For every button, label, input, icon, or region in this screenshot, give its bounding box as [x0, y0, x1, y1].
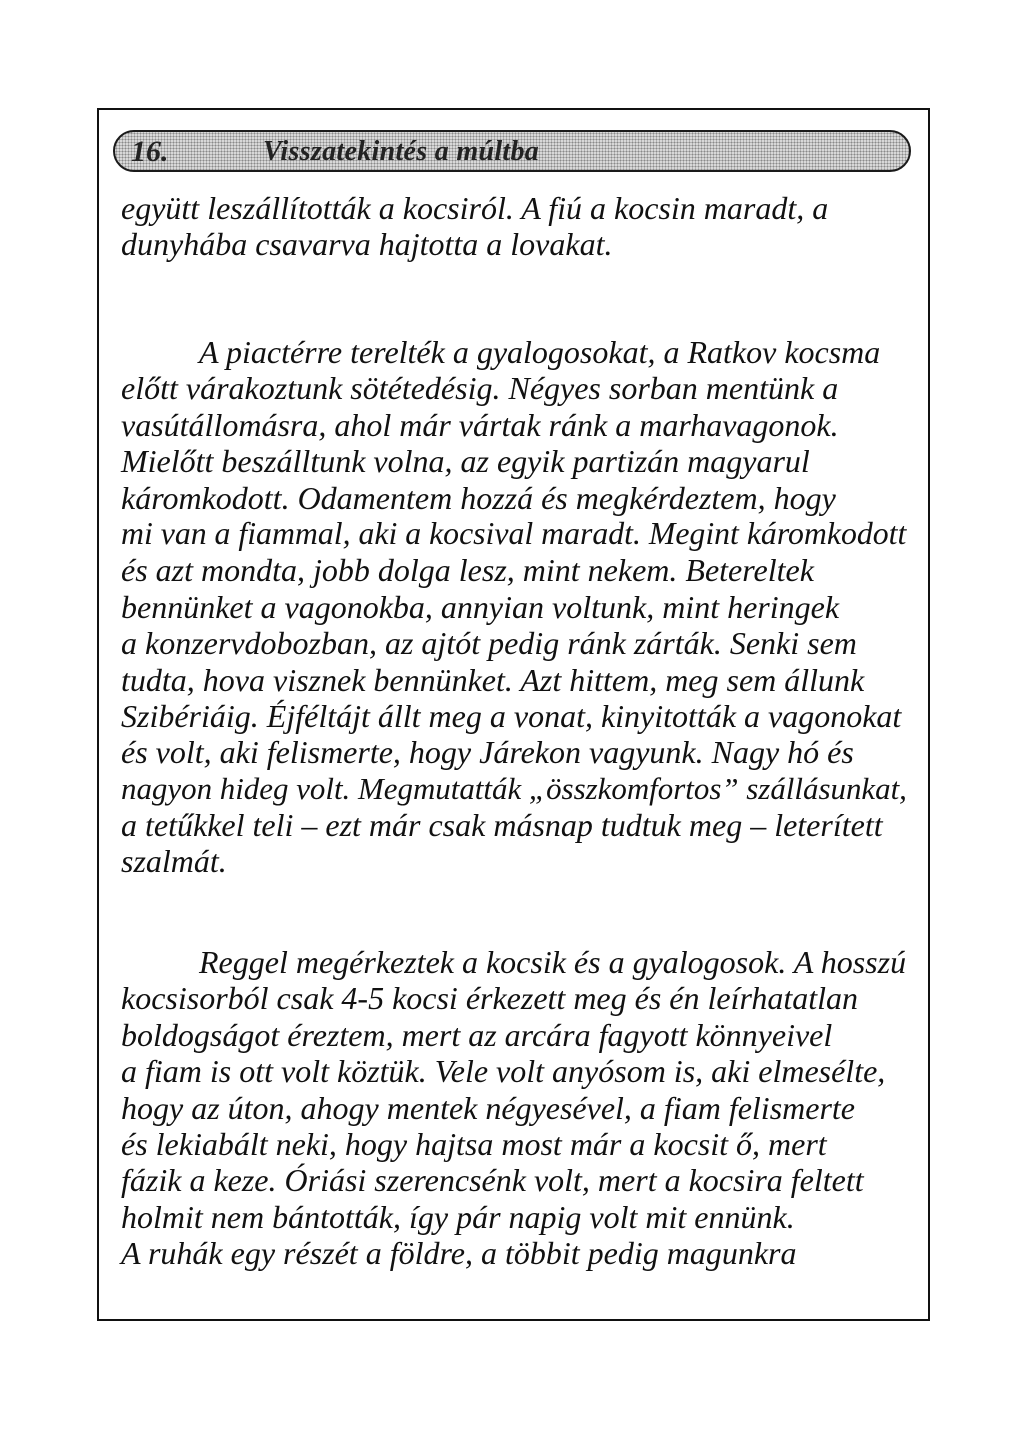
text-line: tudta, hova visznek bennünket. Azt hittem, meg sem állunk [121, 661, 865, 698]
paragraph-3 [121, 944, 911, 1272]
text-line: és lekiabált neki, hogy hajtsa most már a kocsit ő, mert [121, 1125, 827, 1162]
chapter-title: Visszatekintés a múltba [263, 136, 540, 167]
text-line: holmit nem bántották, így pár napig volt mit ennünk. [121, 1198, 795, 1235]
text-line: és azt mondta, jobb dolga lesz, mint nekem. Betereltek [121, 552, 814, 589]
text-line: A piactérre terelték a gyalogosokat, a Ratkov kocsma [199, 334, 881, 370]
text-line: együtt leszállították a kocsiról. A fiú a kocsin maradt, a [121, 190, 829, 226]
text-line: vasútállomásra, ahol már vártak ránk a marhavagonok. [121, 406, 839, 443]
text-line: Mielőtt beszálltunk volna, az egyik partizán magyarul [121, 443, 810, 480]
paragraph-1 [121, 190, 911, 263]
text-line: fázik a keze. Óriási szerencsénk volt, mert a kocsira feltett [121, 1162, 864, 1199]
text-line: szalmát. [121, 843, 227, 880]
text-line: dunyhába csavarva hajtotta a lovakat. [121, 226, 613, 263]
text-line: mi van a fiammal, aki a kocsival maradt. Megint káromkodott [121, 515, 907, 551]
text-line: a tetűkkel teli – ezt már csak másnap tudtuk meg – leterített [121, 807, 883, 844]
text-line: Reggel megérkeztek a kocsik és a gyalogosok. A hosszú [199, 944, 907, 980]
text-line: a konzervdobozban, az ajtót pedig ránk zárták. Senki sem [121, 625, 857, 662]
chapter-number: 16. [131, 135, 169, 168]
chapter-header [113, 130, 911, 172]
text-line: hogy az úton, ahogy mentek négyesével, a fiam felismerte [121, 1089, 855, 1126]
text-line: boldogságot éreztem, mert az arcára fagyott könnyeivel [121, 1016, 833, 1053]
text-line: kocsisorból csak 4-5 kocsi érkezett meg és én leírhatatlan [121, 980, 859, 1017]
text-line: káromkodott. Odamentem hozzá és megkérdeztem, hogy [121, 479, 836, 516]
text-line: bennünket a vagonokba, annyian voltunk, mint heringek [121, 588, 840, 625]
text-line: előtt várakoztunk sötétedésig. Négyes sorban mentünk a [121, 370, 839, 407]
paragraph-2 [121, 334, 911, 880]
text-line: és volt, aki felismerte, hogy Járekon vagyunk. Nagy hó és [121, 734, 854, 771]
text-line: a fiam is ott volt köztük. Vele volt anyósom is, aki elmesélte, [121, 1053, 886, 1090]
text-line: Szibériáig. Éjféltájt állt meg a vonat, kinyitották a vagonokat [121, 697, 902, 734]
text-line: A ruhák egy részét a földre, a többit pedig magunkra [121, 1235, 797, 1272]
text-line: nagyon hideg volt. Megmutatták „összkomfortos” szállásunkat, [121, 770, 907, 806]
